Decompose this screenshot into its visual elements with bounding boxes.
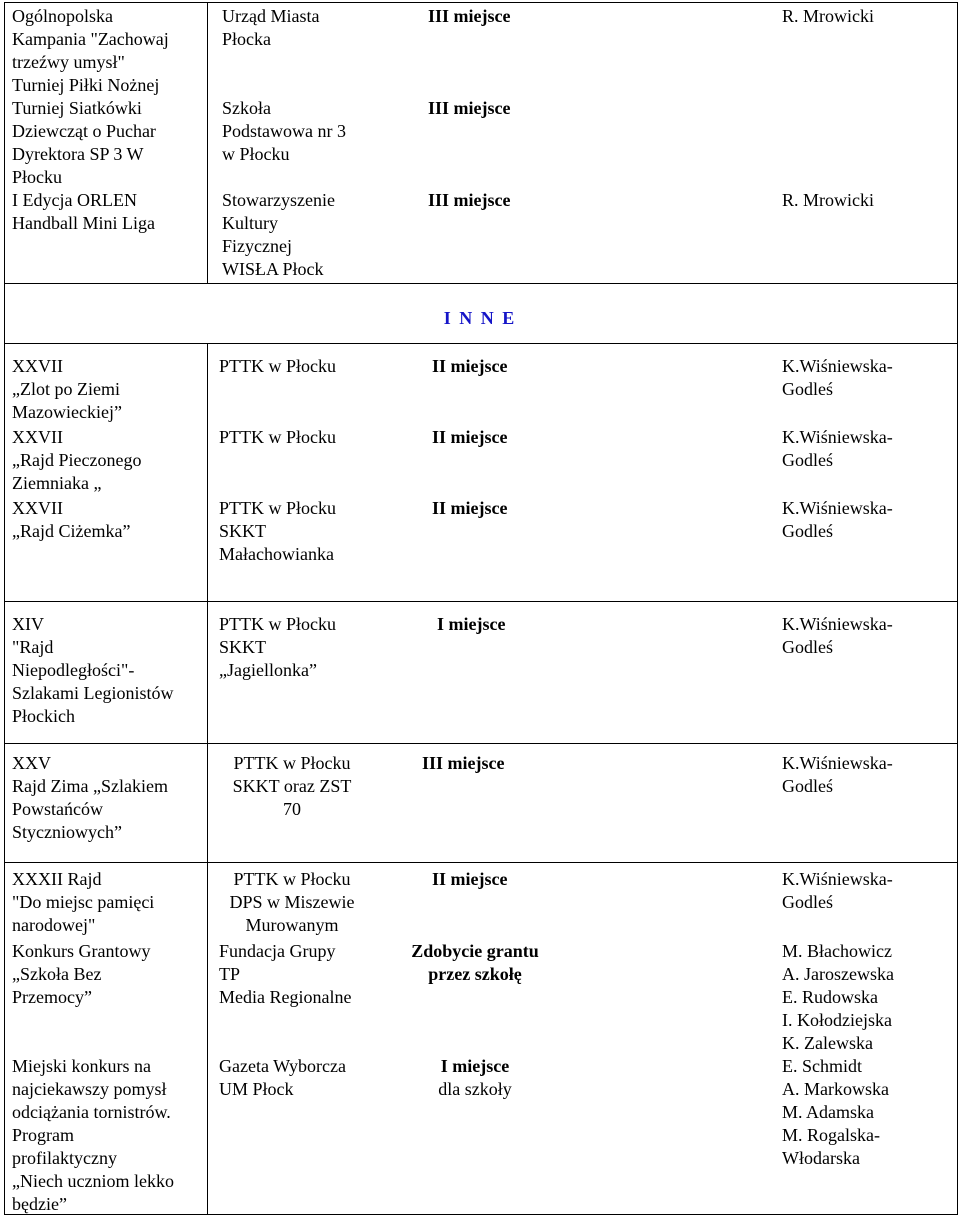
organizer [219, 940, 351, 1009]
organizer-text: Gazeta Wyborcza UM Płock [219, 1056, 347, 1099]
organizer-text: PTTK w Płocku SKKT „Jagiellonka” [219, 614, 336, 680]
result [384, 940, 566, 986]
result: II miejsce [432, 498, 508, 518]
tutor [782, 752, 893, 798]
event-text: XXXII Rajd "Do miejsc pamięci narodowej" [12, 869, 155, 935]
event-text: XXVII „Rajd Pieczonego Ziemniaka „ [12, 427, 142, 493]
tutor-text: K.Wiśniewska- Godleś [782, 614, 893, 657]
result-text: I miejsce [440, 1056, 510, 1076]
event-text: Konkurs Grantowy „Szkoła Bez Przemocy” [12, 941, 151, 1007]
table-rule [4, 601, 958, 602]
event-text: Turniej Siatkówki Dziewcząt o Puchar Dyrektora SP 3 W Płocku [12, 98, 156, 187]
result-subtext: dla szkoły [438, 1079, 512, 1099]
event-name [12, 426, 141, 495]
section-heading: I N N E [443, 308, 517, 328]
organizer [210, 868, 374, 937]
table-border-top [4, 2, 958, 3]
event-name [12, 355, 122, 424]
event-name [12, 97, 156, 189]
organizer-text: Stowarzyszenie Kultury Fizycznej WISŁA Płock [222, 190, 335, 279]
tutor-text: K.Wiśniewska- Godleś [782, 356, 893, 399]
event-line: Ogólnopolska Kampania "Zachowaj trzeźwy umysł" Turniej Piłki Nożnej [12, 6, 169, 95]
organizer [219, 613, 336, 682]
result: III miejsce [422, 753, 505, 773]
event-name [12, 497, 130, 543]
event-text: XIV "Rajd Niepodległości"- Szlakami Legionistów Płockich [12, 614, 174, 726]
tutor-text: K.Wiśniewska- Godleś [782, 427, 893, 470]
result: III miejsce [428, 6, 511, 26]
table-rule [4, 343, 958, 344]
tutor-text: K.Wiśniewska- Godleś [782, 869, 893, 912]
organizer-text: Urząd Miasta Płocka [222, 6, 320, 49]
tutor [782, 613, 893, 659]
table-border-left [4, 2, 5, 1215]
organizer [219, 1055, 346, 1101]
tutor [782, 355, 893, 401]
tutor-text: M. Błachowicz A. Jaroszewska E. Rudowska I. Kołodziejska K. Zalewska [782, 941, 894, 1053]
event-text: I Edycja ORLEN Handball Mini Liga [12, 190, 155, 233]
result: II miejsce [432, 356, 508, 376]
event-name [12, 613, 173, 728]
event-name [12, 868, 154, 937]
organizer-text: PTTK w Płocku DPS w Miszewie Murowanym [229, 869, 355, 935]
result: I miejsce [437, 614, 506, 634]
table-rule [4, 283, 958, 284]
organizer [222, 189, 335, 281]
table-border-right [957, 2, 958, 1215]
organizer-text: Fundacja Grupy TP Media Regionalne [219, 941, 352, 1007]
tutor [782, 497, 893, 543]
organizer [222, 5, 319, 51]
tutor-text: K.Wiśniewska- Godleś [782, 753, 893, 796]
result: II miejsce [432, 869, 508, 889]
tutor [782, 940, 894, 1055]
tutor-text: E. Schmidt A. Markowska M. Adamska M. Rogalska- Włodarska [782, 1056, 889, 1168]
tutor: R. Mrowicki [782, 6, 874, 26]
tutor [782, 426, 893, 472]
event-text: XXVII „Rajd Ciżemka” [12, 498, 131, 541]
result [384, 1055, 566, 1101]
event-text: Miejski konkurs na najciekawszy pomysł odciążania tornistrów. Program profilaktyczny „Niech uczniom lekko będzie” [12, 1056, 174, 1214]
event-name [12, 752, 168, 844]
organizer: PTTK w Płocku [219, 427, 336, 447]
tutor: R. Mrowicki [782, 190, 874, 210]
organizer [222, 97, 346, 166]
event-name [12, 1055, 174, 1216]
organizer [210, 752, 374, 821]
column-divider [207, 2, 208, 284]
tutor-text: K.Wiśniewska- Godleś [782, 498, 893, 541]
event-name [12, 189, 155, 235]
organizer-text: PTTK w Płocku SKKT oraz ZST 70 [232, 753, 352, 819]
event-name [12, 5, 169, 97]
event-text: XXVII „Zlot po Ziemi Mazowieckiej” [12, 356, 122, 422]
tutor [782, 1055, 889, 1170]
organizer [219, 497, 336, 566]
organizer-text: PTTK w Płocku SKKT Małachowianka [219, 498, 336, 564]
result: III miejsce [428, 98, 511, 118]
organizer-text: Szkoła Podstawowa nr 3 w Płocku [222, 98, 346, 164]
event-text: XXV Rajd Zima „Szlakiem Powstańców Styczniowych” [12, 753, 168, 842]
organizer: PTTK w Płocku [219, 356, 336, 376]
table-rule [4, 743, 958, 744]
tutor [782, 868, 893, 914]
result-text: Zdobycie grantu przez szkołę [411, 941, 539, 984]
result: II miejsce [432, 427, 508, 447]
result: III miejsce [428, 190, 511, 210]
column-divider [207, 343, 208, 1215]
table-rule [4, 862, 958, 863]
event-name [12, 940, 150, 1009]
